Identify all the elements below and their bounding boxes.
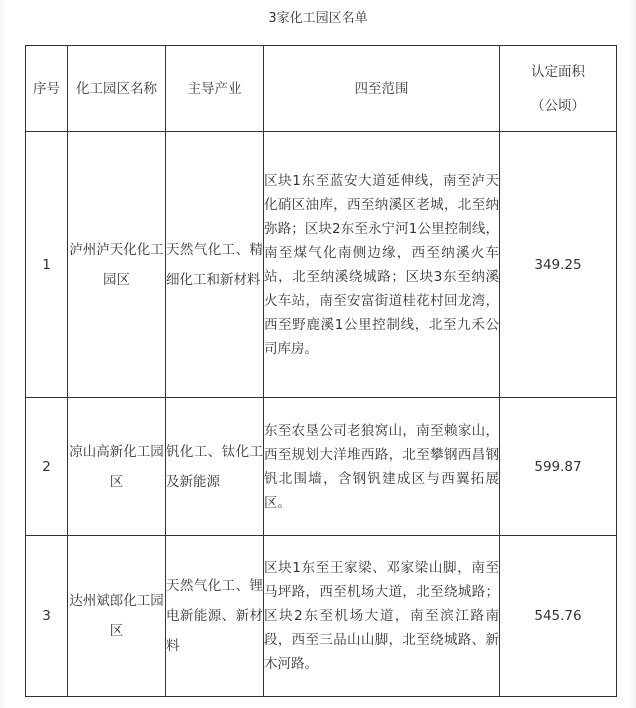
header-name: 化工园区名称 [68, 46, 166, 132]
cell-no: 1 [26, 132, 68, 398]
page-edge-shadow-left [0, 0, 6, 708]
table-header-row [26, 46, 617, 132]
header-area-unit: （公顷） [531, 97, 585, 114]
cell-scope: 区块1东至蓝安大道延伸线，南至泸天化硝区油库，西至纳溪区老城，北至纳弥路；区块2东至永宁河1公里控制线，南至煤气化南侧边缘，西至纳溪火车站，北至纳溪绕城路；区块3东至纳溪火车站，南至安富街道桂花村回龙湾，西至野鹿溪1公里控制线，北至九禾公司库房。 [264, 132, 500, 398]
cell-industry: 天然气化工、锂电新能源、新材料 [166, 536, 264, 697]
page-edge-shadow-right [628, 0, 636, 708]
cell-area: 599.87 [500, 398, 617, 536]
cell-scope: 东至农垦公司老狼窝山，南至赖家山，西至规划大洋堆西路，北至攀钢西昌钢钒北围墙，含钢钒建成区与西翼拓展区。 [264, 398, 500, 536]
cell-industry: 天然气化工、精细化工和新材料 [166, 132, 264, 398]
table-row [26, 536, 617, 697]
header-industry: 主导产业 [166, 46, 264, 132]
cell-name: 泸州泸天化化工园区 [68, 132, 166, 398]
chemical-park-table [25, 45, 617, 697]
header-no: 序号 [26, 46, 68, 132]
cell-scope: 区块1东至王家梁、邓家梁山脚，南至马坪路，西至机场大道，北至绕城路；区块2东至机场大道，南至滨江路南段，西至三品山山脚，北至绕城路、新木河路。 [264, 536, 500, 697]
header-area [500, 46, 617, 132]
cell-name: 凉山高新化工园区 [68, 398, 166, 536]
cell-no: 2 [26, 398, 68, 536]
cell-industry: 钒化工、钛化工及新能源 [166, 398, 264, 536]
table-row [26, 132, 617, 398]
document-title: 3家化工园区名单 [268, 11, 368, 26]
cell-area: 349.25 [500, 132, 617, 398]
table-row [26, 398, 617, 536]
cell-no: 3 [26, 536, 68, 697]
cell-name: 达州斌郎化工园区 [68, 536, 166, 697]
cell-area: 545.76 [500, 536, 617, 697]
header-scope: 四至范围 [264, 46, 500, 132]
header-area-label: 认定面积 [531, 63, 585, 80]
